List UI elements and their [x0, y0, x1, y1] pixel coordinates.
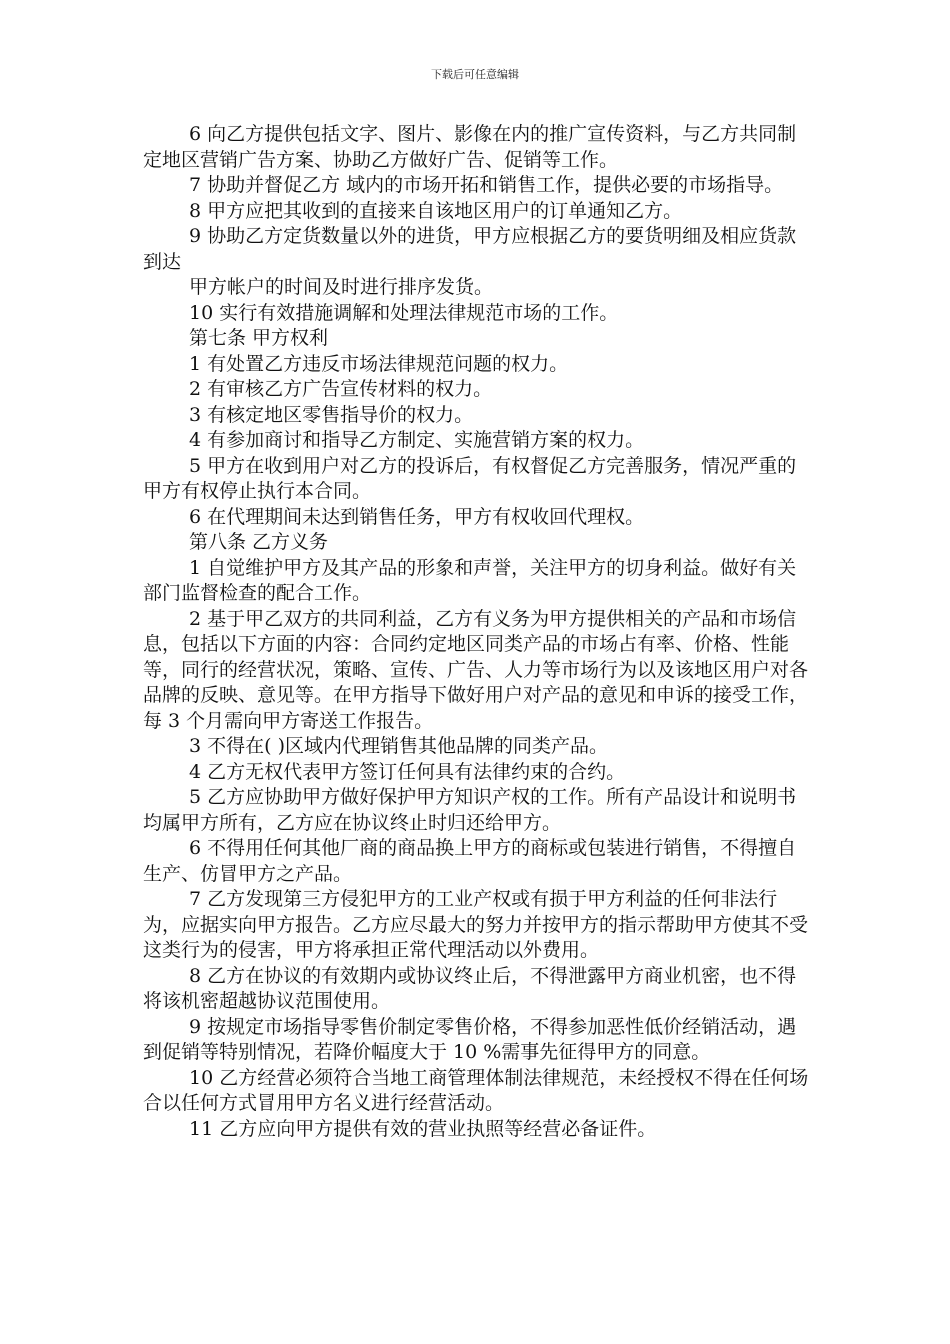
- clause-9-continued: 甲方帐户的时间及时进行排序发货。: [189, 276, 494, 298]
- clause-8-order-notice: 8 甲方应把其收到的直接来自该地区用户的订单通知乙方。: [189, 199, 683, 222]
- right-4: 4 有参加商讨和指导乙方制定、实施营销方案的权力。: [189, 429, 645, 451]
- clause-9-extra-goods: 9 协助乙方定货数量以外的进货，甲方应根据乙方的要货明细及相应货款到达: [143, 225, 797, 273]
- obligation-11: 11 乙方应向甲方提供有效的营业执照等经营必备证件。: [189, 1117, 657, 1140]
- article-7-heading: 第七条 甲方权利: [189, 327, 329, 349]
- header-note: 下载后可任意编辑: [431, 68, 519, 81]
- obligation-3: 3 不得在( )区域内代理销售其他品牌的同类产品。: [189, 735, 608, 757]
- obligation-4: 4 乙方无权代表甲方签订任何具有法律约束的合约。: [189, 760, 626, 783]
- obligation-10: 10 乙方经营必须符合当地工商管理体制法律规范，未经授权不得在任何场合以任何方式冒用甲方名义进行经营活动。: [143, 1066, 809, 1114]
- document-body: [143, 122, 815, 1142]
- right-1: 1 有处置乙方违反市场法律规范问题的权力。: [189, 352, 569, 375]
- obligation-9: 9 按规定市场指导零售价制定零售价格，不得参加恶性低价经销活动，遇到促销等特别情况，若降价幅度大于 10 %需事先征得甲方的同意。: [143, 1015, 797, 1063]
- obligation-2: 2 基于甲乙双方的共同利益，乙方有义务为甲方提供相关的产品和市场信息，包括以下方面的内容：合同约定地区同类产品的市场占有率、价格、性能等，同行的经营状况，策略、宣传、广告、人力等市场行为以及该地区用户对各品牌的反映、意见等。在甲方指导下做好用户对产品的意见和申诉的接受工作，每 3 个月需向甲方寄送工作报告。: [143, 607, 809, 732]
- clause-7-market-guidance: 7 协助并督促乙方 域内的市场开拓和销售工作，提供必要的市场指导。: [189, 174, 784, 196]
- obligation-5: 5 乙方应协助甲方做好保护甲方知识产权的工作。所有产品设计和说明书均属甲方所有，乙方应在协议终止时归还给甲方。: [143, 786, 797, 834]
- right-2: 2 有审核乙方广告宣传材料的权力。: [189, 378, 493, 400]
- right-5: 5 甲方在收到用户对乙方的投诉后，有权督促乙方完善服务，情况严重的甲方有权停止执行本合同。: [143, 454, 797, 502]
- obligation-8: 8 乙方在协议的有效期内或协议终止后，不得泄露甲方商业机密，也不得将该机密超越协议范围使用。: [143, 964, 797, 1012]
- right-6: 6 在代理期间未达到销售任务，甲方有权收回代理权。: [189, 505, 645, 528]
- clause-6-promotion: 6 向乙方提供包括文字、图片、影像在内的推广宣传资料，与乙方共同制定地区营销广告方案、协助乙方做好广告、促销等工作。: [143, 123, 797, 171]
- right-3: 3 有核定地区零售指导价的权力。: [189, 403, 474, 426]
- obligation-7: 7 乙方发现第三方侵犯甲方的工业产权或有损于甲方利益的任何非法行为，应据实向甲方报告。乙方应尽最大的努力并按甲方的指示帮助甲方使其不受这类行为的侵害，甲方将承担正常代理活动以外费用。: [143, 888, 809, 961]
- obligation-6: 6 不得用任何其他厂商的商品换上甲方的商标或包装进行销售，不得擅自生产、仿冒甲方之产品。: [143, 837, 797, 885]
- obligation-1: 1 自觉维护甲方及其产品的形象和声誉，关注甲方的切身利益。做好有关部门监督检查的配合工作。: [143, 556, 797, 604]
- clause-10-market-regulation: 10 实行有效措施调解和处理法律规范市场的工作。: [189, 301, 619, 324]
- article-8-heading: 第八条 乙方义务: [189, 531, 329, 553]
